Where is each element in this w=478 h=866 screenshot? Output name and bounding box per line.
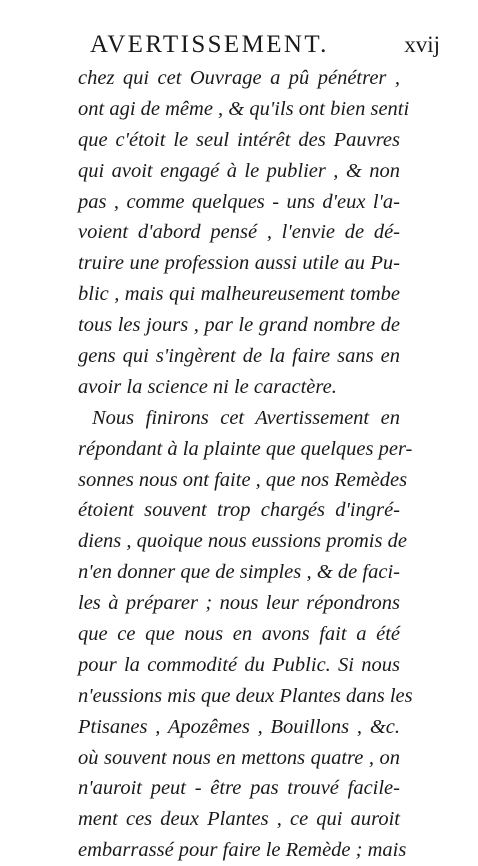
running-title: AVERTISSEMENT. — [90, 31, 329, 58]
text-line: diens , quoique nous eussions promis de — [78, 530, 407, 553]
body-text — [78, 63, 413, 866]
paragraph-2 — [78, 403, 413, 866]
text-line: embarrassé pour faire le Remède ; mais — [78, 839, 407, 862]
text-line: truire une profession aussi utile au Pu- — [78, 252, 400, 275]
text-line: n'eussions mis que deux Plantes dans les — [78, 684, 413, 707]
paragraph-1 — [78, 63, 410, 403]
text-line: que c'étoit le seul intérêt des Pauvres — [78, 128, 400, 151]
text-line: étoient souvent trop chargés d'ingré- — [78, 499, 400, 522]
text-line: chez qui cet Ouvrage a pû pénétrer , — [78, 67, 400, 89]
page-header — [40, 30, 440, 60]
text-line: les à préparer ; nous leur répondrons — [78, 592, 400, 615]
text-line: qui avoit engagé à le publier , & non — [78, 159, 400, 182]
text-line: n'auroit peut - être pas trouvé facile- — [78, 777, 400, 800]
text-line: pour la commodité du Public. Si nous — [78, 653, 400, 676]
text-line: ment ces deux Plantes , ce qui auroit — [78, 808, 400, 831]
text-line: voient d'abord pensé , l'envie de dé- — [78, 221, 400, 244]
text-line: où souvent nous en mettons quatre , on — [78, 746, 400, 769]
text-line: répondant à la plainte que quelques per- — [78, 437, 413, 460]
text-line: pas , comme quelques - uns d'eux l'a- — [78, 190, 400, 213]
text-line: n'en donner que de simples , & de faci- — [78, 561, 400, 584]
text-line: Ptisanes , Apozêmes , Bouillons , &c. — [78, 715, 400, 738]
text-line: que ce que nous en avons fait a été — [78, 623, 400, 646]
text-line: blic , mais qui malheureusement tombe — [78, 283, 400, 306]
text-line: gens qui s'ingèrent de la faire sans en — [78, 345, 400, 368]
text-line: Nous finirons cet Avertissement en — [92, 406, 400, 429]
text-line: sonnes nous ont faite , que nos Remèdes — [78, 468, 408, 491]
text-line: tous les jours , par le grand nombre de — [78, 314, 400, 337]
text-line: avoir la science ni le caractère. — [78, 375, 337, 398]
page-number: xvij — [404, 32, 440, 57]
text-line: ont agi de même , & qu'ils ont bien senti — [78, 97, 410, 120]
